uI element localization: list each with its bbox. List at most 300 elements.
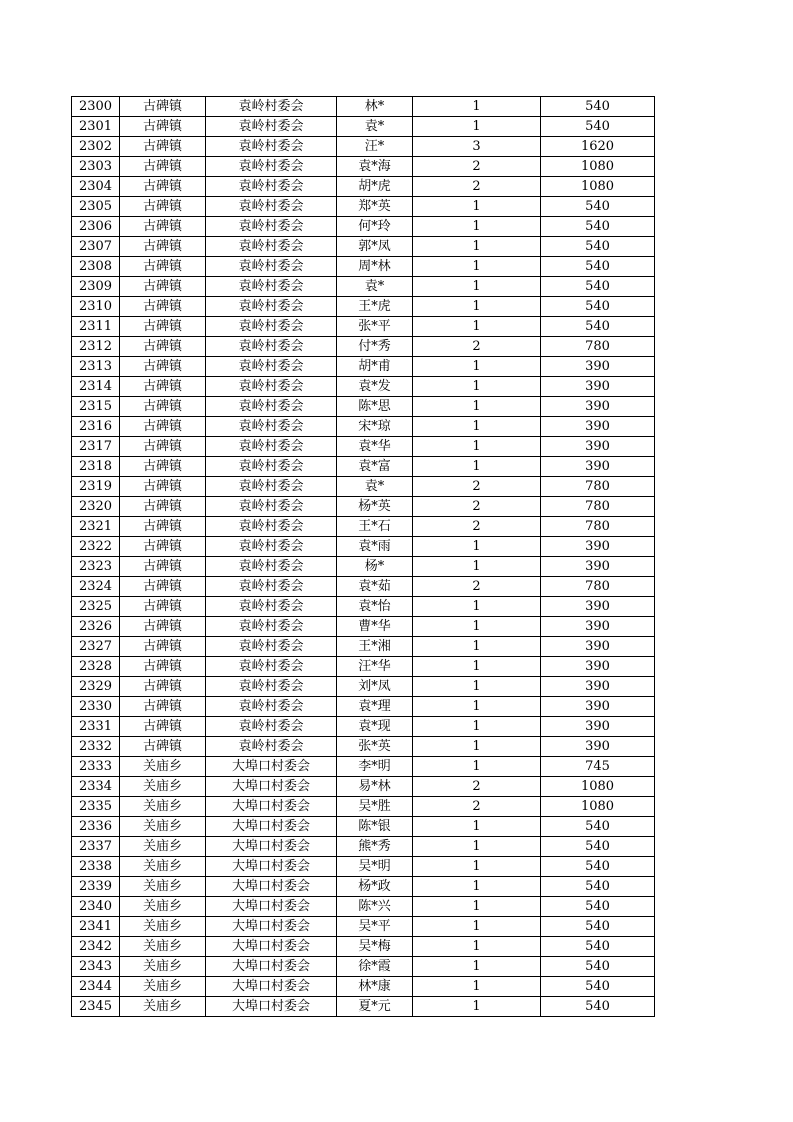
table-row	[72, 237, 655, 257]
table-row	[72, 537, 655, 557]
amount-cell: 540	[541, 97, 655, 117]
village-committee-cell: 袁岭村委会	[206, 577, 337, 597]
amount-cell: 540	[541, 937, 655, 957]
name-cell: 林*康	[337, 977, 413, 997]
village-committee-cell: 袁岭村委会	[206, 477, 337, 497]
row-number-cell: 2312	[72, 337, 120, 357]
village-committee-cell: 袁岭村委会	[206, 297, 337, 317]
name-cell: 杨*政	[337, 877, 413, 897]
town-cell: 古碑镇	[120, 637, 206, 657]
village-committee-cell: 袁岭村委会	[206, 97, 337, 117]
row-number-cell: 2319	[72, 477, 120, 497]
amount-cell: 390	[541, 737, 655, 757]
name-cell: 袁*	[337, 277, 413, 297]
amount-cell: 780	[541, 517, 655, 537]
town-cell: 古碑镇	[120, 657, 206, 677]
name-cell: 袁*理	[337, 697, 413, 717]
village-committee-cell: 袁岭村委会	[206, 277, 337, 297]
count-cell: 1	[413, 237, 541, 257]
town-cell: 古碑镇	[120, 117, 206, 137]
town-cell: 关庙乡	[120, 857, 206, 877]
table-row	[72, 877, 655, 897]
village-committee-cell: 袁岭村委会	[206, 197, 337, 217]
town-cell: 古碑镇	[120, 677, 206, 697]
town-cell: 古碑镇	[120, 297, 206, 317]
amount-cell: 745	[541, 757, 655, 777]
count-cell: 1	[413, 457, 541, 477]
count-cell: 1	[413, 117, 541, 137]
count-cell: 1	[413, 757, 541, 777]
table-row	[72, 977, 655, 997]
amount-cell: 390	[541, 697, 655, 717]
name-cell: 陈*思	[337, 397, 413, 417]
row-number-cell: 2331	[72, 717, 120, 737]
town-cell: 古碑镇	[120, 217, 206, 237]
table-row	[72, 477, 655, 497]
count-cell: 2	[413, 777, 541, 797]
village-committee-cell: 大埠口村委会	[206, 857, 337, 877]
row-number-cell: 2307	[72, 237, 120, 257]
table-row	[72, 157, 655, 177]
amount-cell: 1620	[541, 137, 655, 157]
amount-cell: 540	[541, 257, 655, 277]
village-committee-cell: 袁岭村委会	[206, 597, 337, 617]
amount-cell: 390	[541, 437, 655, 457]
town-cell: 古碑镇	[120, 597, 206, 617]
amount-cell: 540	[541, 817, 655, 837]
village-committee-cell: 袁岭村委会	[206, 637, 337, 657]
name-cell: 袁*华	[337, 437, 413, 457]
town-cell: 关庙乡	[120, 817, 206, 837]
amount-cell: 390	[541, 617, 655, 637]
row-number-cell: 2318	[72, 457, 120, 477]
row-number-cell: 2309	[72, 277, 120, 297]
village-committee-cell: 大埠口村委会	[206, 997, 337, 1017]
count-cell: 1	[413, 937, 541, 957]
town-cell: 古碑镇	[120, 457, 206, 477]
table-body	[72, 97, 655, 1017]
row-number-cell: 2338	[72, 857, 120, 877]
count-cell: 1	[413, 397, 541, 417]
amount-cell: 780	[541, 497, 655, 517]
count-cell: 1	[413, 677, 541, 697]
town-cell: 古碑镇	[120, 317, 206, 337]
town-cell: 古碑镇	[120, 497, 206, 517]
row-number-cell: 2325	[72, 597, 120, 617]
village-committee-cell: 大埠口村委会	[206, 757, 337, 777]
name-cell: 吴*梅	[337, 937, 413, 957]
table-row	[72, 837, 655, 857]
name-cell: 汪*华	[337, 657, 413, 677]
name-cell: 宋*琼	[337, 417, 413, 437]
name-cell: 熊*秀	[337, 837, 413, 857]
village-committee-cell: 大埠口村委会	[206, 797, 337, 817]
amount-cell: 390	[541, 417, 655, 437]
table-row	[72, 277, 655, 297]
count-cell: 1	[413, 957, 541, 977]
village-committee-cell: 袁岭村委会	[206, 557, 337, 577]
village-committee-cell: 袁岭村委会	[206, 397, 337, 417]
name-cell: 袁*富	[337, 457, 413, 477]
table-row	[72, 857, 655, 877]
town-cell: 古碑镇	[120, 137, 206, 157]
row-number-cell: 2308	[72, 257, 120, 277]
town-cell: 关庙乡	[120, 937, 206, 957]
row-number-cell: 2340	[72, 897, 120, 917]
amount-cell: 1080	[541, 157, 655, 177]
town-cell: 古碑镇	[120, 697, 206, 717]
count-cell: 1	[413, 537, 541, 557]
count-cell: 1	[413, 737, 541, 757]
table-row	[72, 637, 655, 657]
count-cell: 1	[413, 277, 541, 297]
name-cell: 郑*英	[337, 197, 413, 217]
count-cell: 2	[413, 517, 541, 537]
count-cell: 1	[413, 917, 541, 937]
town-cell: 古碑镇	[120, 197, 206, 217]
town-cell: 古碑镇	[120, 397, 206, 417]
table-row	[72, 757, 655, 777]
name-cell: 曹*华	[337, 617, 413, 637]
row-number-cell: 2345	[72, 997, 120, 1017]
table-row	[72, 457, 655, 477]
count-cell: 1	[413, 877, 541, 897]
town-cell: 古碑镇	[120, 577, 206, 597]
row-number-cell: 2328	[72, 657, 120, 677]
row-number-cell: 2336	[72, 817, 120, 837]
table-row	[72, 997, 655, 1017]
count-cell: 1	[413, 197, 541, 217]
name-cell: 袁*茹	[337, 577, 413, 597]
row-number-cell: 2305	[72, 197, 120, 217]
row-number-cell: 2320	[72, 497, 120, 517]
name-cell: 吴*明	[337, 857, 413, 877]
amount-cell: 390	[541, 677, 655, 697]
row-number-cell: 2300	[72, 97, 120, 117]
table-row	[72, 257, 655, 277]
table-row	[72, 897, 655, 917]
amount-cell: 390	[541, 637, 655, 657]
amount-cell: 540	[541, 277, 655, 297]
name-cell: 杨*	[337, 557, 413, 577]
amount-cell: 540	[541, 197, 655, 217]
table-row	[72, 217, 655, 237]
village-committee-cell: 袁岭村委会	[206, 257, 337, 277]
row-number-cell: 2339	[72, 877, 120, 897]
name-cell: 林*	[337, 97, 413, 117]
table-row	[72, 397, 655, 417]
count-cell: 1	[413, 437, 541, 457]
row-number-cell: 2344	[72, 977, 120, 997]
name-cell: 王*湘	[337, 637, 413, 657]
name-cell: 袁*发	[337, 377, 413, 397]
amount-cell: 390	[541, 377, 655, 397]
town-cell: 关庙乡	[120, 777, 206, 797]
row-number-cell: 2316	[72, 417, 120, 437]
name-cell: 刘*凤	[337, 677, 413, 697]
village-committee-cell: 袁岭村委会	[206, 217, 337, 237]
count-cell: 1	[413, 257, 541, 277]
amount-cell: 1080	[541, 797, 655, 817]
town-cell: 关庙乡	[120, 997, 206, 1017]
town-cell: 关庙乡	[120, 797, 206, 817]
table-row	[72, 917, 655, 937]
row-number-cell: 2335	[72, 797, 120, 817]
name-cell: 何*玲	[337, 217, 413, 237]
count-cell: 1	[413, 897, 541, 917]
village-committee-cell: 袁岭村委会	[206, 317, 337, 337]
amount-cell: 540	[541, 917, 655, 937]
count-cell: 2	[413, 157, 541, 177]
amount-cell: 540	[541, 117, 655, 137]
table-row	[72, 557, 655, 577]
name-cell: 袁*海	[337, 157, 413, 177]
amount-cell: 540	[541, 877, 655, 897]
count-cell: 1	[413, 377, 541, 397]
name-cell: 夏*元	[337, 997, 413, 1017]
row-number-cell: 2324	[72, 577, 120, 597]
table-row	[72, 437, 655, 457]
name-cell: 徐*霞	[337, 957, 413, 977]
row-number-cell: 2343	[72, 957, 120, 977]
amount-cell: 540	[541, 837, 655, 857]
table-row	[72, 497, 655, 517]
village-committee-cell: 袁岭村委会	[206, 717, 337, 737]
town-cell: 古碑镇	[120, 717, 206, 737]
count-cell: 1	[413, 597, 541, 617]
row-number-cell: 2310	[72, 297, 120, 317]
row-number-cell: 2322	[72, 537, 120, 557]
row-number-cell: 2311	[72, 317, 120, 337]
count-cell: 2	[413, 337, 541, 357]
amount-cell: 540	[541, 317, 655, 337]
count-cell: 1	[413, 317, 541, 337]
count-cell: 1	[413, 417, 541, 437]
count-cell: 3	[413, 137, 541, 157]
amount-cell: 540	[541, 997, 655, 1017]
table-row	[72, 137, 655, 157]
name-cell: 吴*胜	[337, 797, 413, 817]
row-number-cell: 2329	[72, 677, 120, 697]
row-number-cell: 2321	[72, 517, 120, 537]
row-number-cell: 2334	[72, 777, 120, 797]
name-cell: 郭*凤	[337, 237, 413, 257]
table-row	[72, 517, 655, 537]
town-cell: 关庙乡	[120, 897, 206, 917]
table-row	[72, 357, 655, 377]
table-row	[72, 697, 655, 717]
village-committee-cell: 袁岭村委会	[206, 457, 337, 477]
row-number-cell: 2303	[72, 157, 120, 177]
count-cell: 2	[413, 177, 541, 197]
row-number-cell: 2337	[72, 837, 120, 857]
row-number-cell: 2342	[72, 937, 120, 957]
name-cell: 胡*甫	[337, 357, 413, 377]
town-cell: 古碑镇	[120, 97, 206, 117]
village-committee-cell: 大埠口村委会	[206, 977, 337, 997]
amount-cell: 540	[541, 857, 655, 877]
town-cell: 关庙乡	[120, 837, 206, 857]
table-row	[72, 377, 655, 397]
row-number-cell: 2332	[72, 737, 120, 757]
table-row	[72, 737, 655, 757]
amount-cell: 390	[541, 537, 655, 557]
village-committee-cell: 袁岭村委会	[206, 117, 337, 137]
count-cell: 1	[413, 217, 541, 237]
table-row	[72, 677, 655, 697]
village-committee-cell: 大埠口村委会	[206, 937, 337, 957]
town-cell: 古碑镇	[120, 237, 206, 257]
table-row	[72, 717, 655, 737]
count-cell: 1	[413, 817, 541, 837]
row-number-cell: 2341	[72, 917, 120, 937]
row-number-cell: 2333	[72, 757, 120, 777]
amount-cell: 390	[541, 597, 655, 617]
town-cell: 古碑镇	[120, 517, 206, 537]
count-cell: 2	[413, 497, 541, 517]
village-committee-cell: 大埠口村委会	[206, 957, 337, 977]
town-cell: 古碑镇	[120, 357, 206, 377]
village-committee-cell: 袁岭村委会	[206, 137, 337, 157]
village-committee-cell: 大埠口村委会	[206, 897, 337, 917]
amount-cell: 540	[541, 897, 655, 917]
data-table	[71, 96, 655, 1017]
town-cell: 古碑镇	[120, 417, 206, 437]
town-cell: 关庙乡	[120, 757, 206, 777]
village-committee-cell: 大埠口村委会	[206, 877, 337, 897]
name-cell: 王*石	[337, 517, 413, 537]
amount-cell: 540	[541, 297, 655, 317]
table-row	[72, 797, 655, 817]
name-cell: 王*虎	[337, 297, 413, 317]
amount-cell: 1080	[541, 177, 655, 197]
table-row	[72, 577, 655, 597]
village-committee-cell: 袁岭村委会	[206, 677, 337, 697]
name-cell: 胡*虎	[337, 177, 413, 197]
village-committee-cell: 袁岭村委会	[206, 237, 337, 257]
count-cell: 1	[413, 977, 541, 997]
table-row	[72, 597, 655, 617]
name-cell: 汪*	[337, 137, 413, 157]
amount-cell: 390	[541, 397, 655, 417]
row-number-cell: 2306	[72, 217, 120, 237]
village-committee-cell: 袁岭村委会	[206, 697, 337, 717]
town-cell: 关庙乡	[120, 977, 206, 997]
village-committee-cell: 大埠口村委会	[206, 837, 337, 857]
name-cell: 付*秀	[337, 337, 413, 357]
row-number-cell: 2304	[72, 177, 120, 197]
name-cell: 袁*现	[337, 717, 413, 737]
name-cell: 易*林	[337, 777, 413, 797]
village-committee-cell: 袁岭村委会	[206, 357, 337, 377]
village-committee-cell: 袁岭村委会	[206, 377, 337, 397]
village-committee-cell: 袁岭村委会	[206, 157, 337, 177]
count-cell: 1	[413, 857, 541, 877]
name-cell: 周*林	[337, 257, 413, 277]
table-row	[72, 177, 655, 197]
row-number-cell: 2326	[72, 617, 120, 637]
count-cell: 1	[413, 717, 541, 737]
amount-cell: 540	[541, 957, 655, 977]
row-number-cell: 2317	[72, 437, 120, 457]
town-cell: 古碑镇	[120, 617, 206, 637]
table-row	[72, 317, 655, 337]
amount-cell: 390	[541, 557, 655, 577]
count-cell: 1	[413, 837, 541, 857]
town-cell: 关庙乡	[120, 957, 206, 977]
town-cell: 古碑镇	[120, 157, 206, 177]
village-committee-cell: 袁岭村委会	[206, 337, 337, 357]
village-committee-cell: 袁岭村委会	[206, 497, 337, 517]
name-cell: 吴*平	[337, 917, 413, 937]
village-committee-cell: 大埠口村委会	[206, 917, 337, 937]
table-row	[72, 297, 655, 317]
row-number-cell: 2323	[72, 557, 120, 577]
amount-cell: 540	[541, 977, 655, 997]
name-cell: 李*明	[337, 757, 413, 777]
count-cell: 2	[413, 477, 541, 497]
village-committee-cell: 大埠口村委会	[206, 777, 337, 797]
table-row	[72, 817, 655, 837]
amount-cell: 540	[541, 237, 655, 257]
count-cell: 1	[413, 357, 541, 377]
name-cell: 陈*兴	[337, 897, 413, 917]
row-number-cell: 2301	[72, 117, 120, 137]
town-cell: 古碑镇	[120, 537, 206, 557]
town-cell: 关庙乡	[120, 917, 206, 937]
count-cell: 2	[413, 797, 541, 817]
count-cell: 1	[413, 557, 541, 577]
table-row	[72, 617, 655, 637]
town-cell: 古碑镇	[120, 557, 206, 577]
town-cell: 古碑镇	[120, 177, 206, 197]
village-committee-cell: 袁岭村委会	[206, 177, 337, 197]
table-row	[72, 97, 655, 117]
count-cell: 1	[413, 637, 541, 657]
village-committee-cell: 袁岭村委会	[206, 617, 337, 637]
town-cell: 古碑镇	[120, 737, 206, 757]
name-cell: 张*平	[337, 317, 413, 337]
count-cell: 1	[413, 657, 541, 677]
amount-cell: 390	[541, 717, 655, 737]
town-cell: 关庙乡	[120, 877, 206, 897]
town-cell: 古碑镇	[120, 437, 206, 457]
row-number-cell: 2330	[72, 697, 120, 717]
table-row	[72, 337, 655, 357]
village-committee-cell: 袁岭村委会	[206, 417, 337, 437]
name-cell: 袁*雨	[337, 537, 413, 557]
table-row	[72, 777, 655, 797]
village-committee-cell: 大埠口村委会	[206, 817, 337, 837]
town-cell: 古碑镇	[120, 257, 206, 277]
amount-cell: 780	[541, 477, 655, 497]
name-cell: 张*英	[337, 737, 413, 757]
town-cell: 古碑镇	[120, 377, 206, 397]
village-committee-cell: 袁岭村委会	[206, 537, 337, 557]
name-cell: 袁*	[337, 117, 413, 137]
name-cell: 杨*英	[337, 497, 413, 517]
row-number-cell: 2315	[72, 397, 120, 417]
row-number-cell: 2302	[72, 137, 120, 157]
count-cell: 1	[413, 97, 541, 117]
count-cell: 1	[413, 297, 541, 317]
amount-cell: 1080	[541, 777, 655, 797]
table-row	[72, 937, 655, 957]
table-row	[72, 117, 655, 137]
name-cell: 陈*银	[337, 817, 413, 837]
town-cell: 古碑镇	[120, 277, 206, 297]
row-number-cell: 2327	[72, 637, 120, 657]
